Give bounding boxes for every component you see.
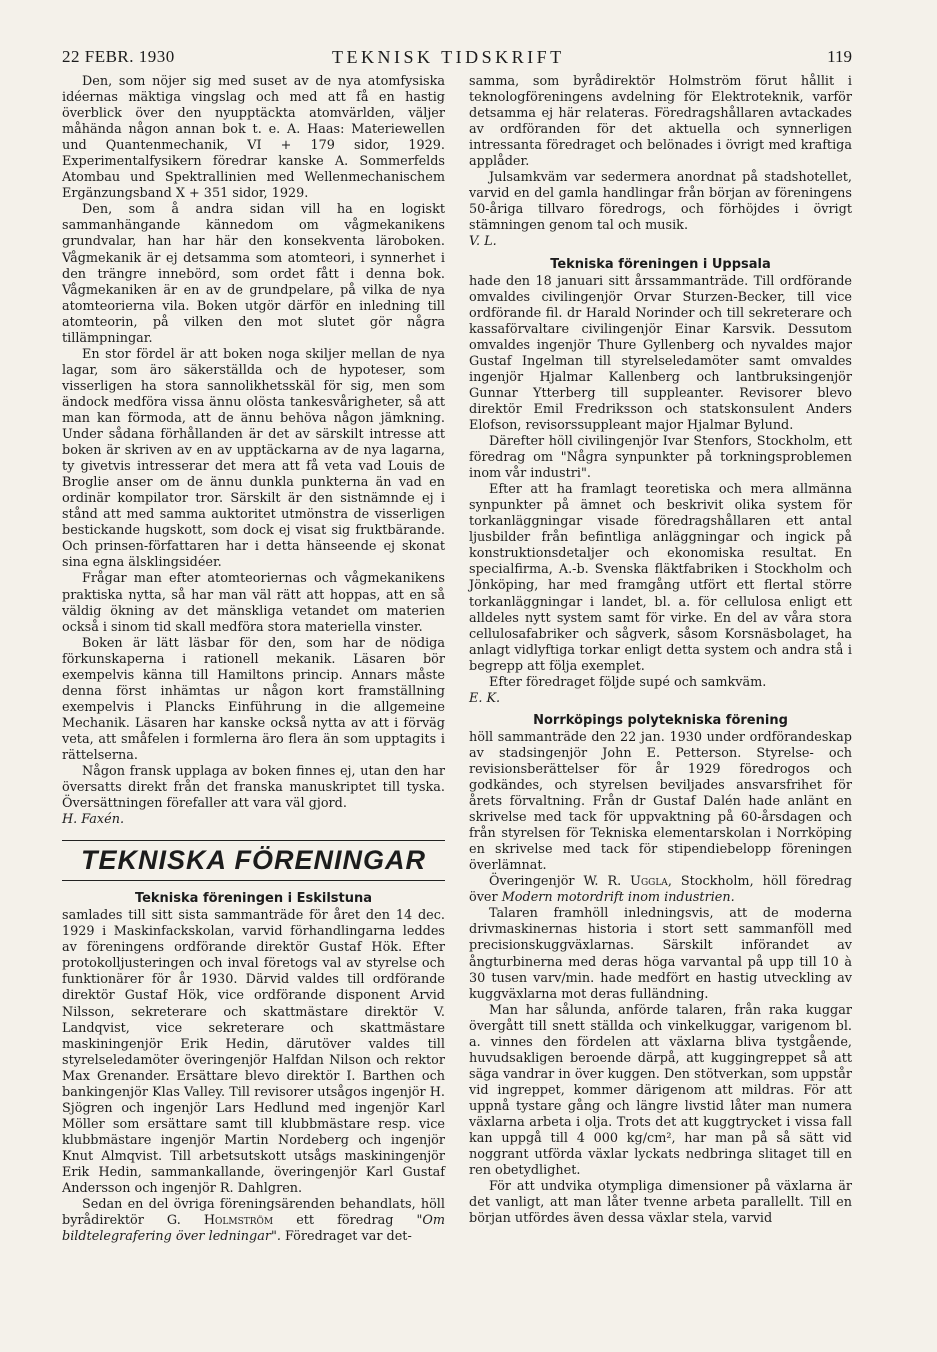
review-paragraph: Boken är lätt läsbar för den, som har de nödiga förkunskaperna i rationell mekanik. Läsaren bör exempelvis känna till Hamiltons princip. Annars måste denna först inhämtas ur någon kort framställning exempelvis i Plancks Einführung in die allgemeine Mechanik. Läsaren har kanske också nytta av att i förväg veta, att småfelen i formlerna äro flera än som upptagits i rättelserna. bbox=[62, 635, 445, 763]
left-column bbox=[62, 74, 445, 1245]
norrkoping-paragraph: höll sammanträde den 22 jan. 1930 under ordförandeskap av stadsingenjör John E. Petterson. Styrelse- och revisionsberättelser för år 1929 föredrogos och godkändes, och styrelsen beviljades ansvarsfrihet för årets förvaltning. Från dr Gustaf Dalén hade anlänt en skrivelse med tack för uppvaktning på 60-årsdagen och från styrelsen för Tekniska elementarskolan i Norrköping en skrivelse med tack för stipendiebelopp föreningen överlämnat. bbox=[469, 729, 852, 874]
review-paragraph: Någon fransk upplaga av boken finnes ej, utan den har översatts direkt från det franska manuskriptet till tyska. Översättningen förefaller att vara väl gjord. bbox=[62, 764, 445, 812]
review-paragraph: En stor fördel är att boken noga skiljer mellan de nya lagar, som äro säkerställda och de hypoteser, som visserligen ha stora sannolikhetsskäl för sig, men som ändock medföra vissa ännu olösta tankesvårigheter, så att man kan förmoda, att de ännu behöva någon jämkning. Under sådana förhållanden är det av särskilt intresse att boken är skriven av en av upptäckarna av de nya lagarna, ty givetvis intresserar det mera att få veta vad Louis de Broglie anser om de ännu dunkla punkterna än vad en ordinär kompilator tror. Särskilt är den sistnämnde ej i stånd att med samma auktoritet utmönstra de visserligen bestickande hugskott, som dock ej visat sig fruktbärande. Och prinsen-författaren har i detta hänseende ej skonat sina egna älsklingsidéer. bbox=[62, 346, 445, 571]
uppsala-paragraph: Efter att ha framlagt teoretiska och mera allmänna synpunkter på ämnet och beskrivit olika system för torkanläggningar visade föredragshållaren ett antal ljusbilder från befintliga anläggningar och ingick på konstruktionsdetaljer och ekonomiska resultat. En specialfirma, A.-b. Svenska fläktfabriken i Stockholm och Jönköping, har med framgång utfört ett flertal större torkanläggningar i landet, bl. a. för cellulosa enligt ett alldeles nytt system samt för virke. En del av våra stora cellulosafabriker och sågverk, såsom Korsnäsbolaget, ha anlagt vidlyftiga torkar enligt detta system och andra stå i begrepp att följa exemplet. bbox=[469, 482, 852, 674]
text-run: ett föredrag bbox=[273, 1213, 417, 1229]
page-header bbox=[62, 47, 852, 69]
text-run: Överingenjör W. R. bbox=[489, 874, 631, 890]
norrkoping-paragraph: Man har sålunda, anförde talaren, från raka kuggar övergått till snett ställda och vinkelkuggar, varigenom bl. a. vinnes den fördelen att växlarna bliva tystgående, huvudsakligen beroende därpå, att kuggingreppet så att säga vandrar in över kuggen. Den stötverkan, som uppstår vid ingreppet, kommer därigenom att mildras. För att uppnå tystare gång och längre livstid låter man numera växlarna arbeta i olja. Trots det att kuggtrycket i vissa fall kan uppgå till 4 000 kg/cm², har man på så sätt vid noggrant utförda växlar lyckats nedbringa slitaget till en ren obetydlighet. bbox=[469, 1002, 852, 1179]
norrkoping-paragraph: För att undvika otympliga dimensioner på växlarna är det vanligt, att man låter tvenne arbeta parallellt. Till en början utfördes även dessa växlar stela, varvid bbox=[469, 1179, 852, 1227]
journal-title: TEKNISK TIDSKRIFT bbox=[332, 47, 565, 67]
norrkoping-paragraph: Talaren framhöll inledningsvis, att de moderna drivmaskinernas historia i stort sett sammanföll med precisionskuggväxlarnas. Särskilt införandet av ångturbinerna med deras höga varvantal på upp till 10 à 30 tusen varv/min. hade medfört en hastig utveckling av kuggväxlarna mot deras fulländning. bbox=[469, 906, 852, 1002]
right-column bbox=[469, 74, 852, 1227]
review-paragraph: Frågar man efter atomteoriernas och vågmekanikens praktiska nytta, så har man väl rätt att hoppas, att en så väldig ökning av det mänskliga vetandet om materien också i sinom tid skall medföra stora materiella vinster. bbox=[62, 571, 445, 635]
eskilstuna-paragraph: samlades till sitt sista sammanträde för året den 14 dec. 1929 i Maskinfackskolan, varvid förhandlingarna leddes av föreningens ordförande direktör Gustaf Hök. Efter protokolljusteringen och inval företogs val av styrelse och funktionärer för år 1930. Därvid valdes till ordförande direktör Gustaf Hök, vice ordförande disponent Arvid Nilsson, sekreterare och skattmästare direktör V. Landqvist, vice sekreterare och skattmästare maskiningenjör Erik Hedin, därutöver valdes till styrelseledamöter överingenjör Halfdan Nilson och rektor Max Grenander. Ersättare blevo direktör I. Barthen och bankingenjör Klas Valley. Till revisorer utsågos ingenjör H. Sjögren och ingenjör Lars Hedlund med ingenjör Karl Möller som ersättare samt till klubbmästare resp. vice klubbmästare ingenjör Martin Nordeberg och ingenjör Knut Almqvist. Till arbetsutskott utsågs maskiningenjör Erik Hedin, sammankallande, överingenjör Karl Gustaf Andersson och ingenjör R. Dahlgren. bbox=[62, 908, 445, 1197]
eskilstuna-signature: V. L. bbox=[469, 234, 497, 250]
eskilstuna-heading: Tekniska föreningen i Eskilstuna bbox=[134, 891, 373, 907]
review-paragraph: Den, som å andra sidan vill ha en logiskt sammanhängande kännedom om vågmekanikens grundvalar, han har här den konsekventa läroboken. Vågmekanik är ej detsamma som atomteori, i synnerhet i den trängre innebörd, som ordet fått i denna bok. Vågmekaniken är en av de grundpelare, på vilka de nya atomteorierna vila. Boken utgör därför en inledning till atomteorin, på vilken den mot slutet gör några tillämpningar. bbox=[62, 202, 445, 346]
text-run: Föredraget var det- bbox=[280, 1229, 412, 1245]
eskilstuna-paragraph: samma, som byrådirektör Holmström förut hållit i teknologföreningens avdelning för Elektroteknik, varför detsamma ej här relateras. Föredragshållaren avtackades av ordföranden för det aktuella och synnerligen intressanta föredraget och belönades i övrigt med kraftiga applåder. bbox=[469, 74, 852, 170]
speaker-name: Holmström bbox=[203, 1213, 274, 1229]
text-run: Sedan en del övriga föreningsärenden behandlats, höll byrådirektör G. bbox=[62, 1197, 445, 1229]
uppsala-signature: E. K. bbox=[469, 690, 501, 706]
norrkoping-heading: Norrköpings polytekniska förening bbox=[533, 712, 788, 728]
text-run: , Stockholm, höll föredrag över bbox=[469, 874, 852, 906]
page-number: 119 bbox=[827, 47, 852, 66]
norrkoping-paragraph bbox=[469, 874, 852, 906]
eskilstuna-paragraph: Julsamkväm var sedermera anordnat på stadshotellet, varvid en del gamla handlingar från början av föreningens 50-åriga tillvaro föredrogs, och förhöjdes i övrigt stämningen genom tal och musik. bbox=[469, 170, 852, 234]
uppsala-paragraph: hade den 18 januari sitt årssammanträde. Till ordförande omvaldes civilingenjör Orvar Sturzen-Becker, till vice ordförande fil. dr Harald Norinder och till sekreterare och kassaförvaltare civilingenjör Einar Karsvik. Dessutom omvaldes ingenjör Thure Gyllenberg och nyvaldes major Gustaf Ingelman till styrelseledamöter samt omvaldes ingenjör Hjalmar Kallenberg och lantbruksingenjör Gunnar Ytterberg till suppleanter. Revisorer blevo direktör Emil Fredriksson och statskonsulent Anders Elofson, revisorssuppleant major Hjalmar Bylund. bbox=[469, 273, 852, 433]
uppsala-heading: Tekniska föreningen i Uppsala bbox=[550, 256, 771, 272]
speaker-name: Uggla bbox=[630, 874, 668, 890]
lecture-title: Modern motordrift inom industrien. bbox=[501, 890, 735, 906]
issue-date: 22 FEBR. 1930 bbox=[62, 47, 175, 66]
lecture-title: "Om bildtelegrafering över ledningar". bbox=[62, 1213, 445, 1245]
review-paragraph: Den, som nöjer sig med suset av de nya atomfysiska idéernas mäktiga vingslag och med att få en hastig överblick över den nyupptäckta atomvärlden, väljer måhända någon annan bok t. e. A. Haas: Materiewellen und Quantenmechanik, VI + 179 sidor, 1929. Experimentalfysikern föredrar kanske A. Sommerfelds Atombau und Spektrallinien med Wellenmechanischem Ergänzungsband X + 351 sidor, 1929. bbox=[62, 74, 445, 202]
review-signature: H. Faxén. bbox=[62, 812, 125, 828]
section-banner: TEKNISKA FÖRENINGAR bbox=[62, 840, 445, 881]
eskilstuna-paragraph bbox=[62, 1197, 445, 1245]
uppsala-paragraph: Efter föredraget följde supé och samkväm. bbox=[489, 674, 767, 690]
uppsala-paragraph: Därefter höll civilingenjör Ivar Stenfors, Stockholm, ett föredrag om "Några synpunkter på torkningsproblemen inom vår industri". bbox=[469, 434, 852, 482]
